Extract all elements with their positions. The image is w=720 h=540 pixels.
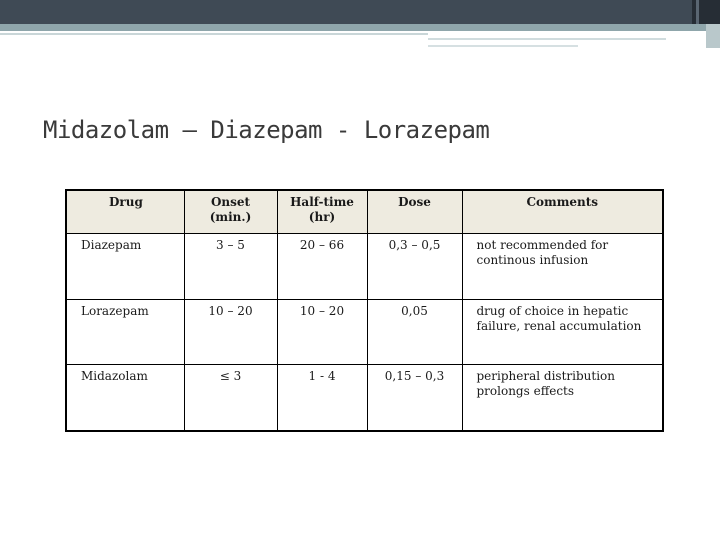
cell-onset: 3 – 5 (184, 234, 277, 300)
cell-half-time: 20 – 66 (277, 234, 367, 300)
header-comments: Comments (462, 190, 663, 234)
cell-comments: peripheral distribution prolongs effects (462, 365, 663, 431)
header-onset (184, 190, 277, 234)
cell-onset: 10 – 20 (184, 299, 277, 365)
decorative-rule (428, 45, 578, 47)
cell-onset: ≤ 3 (184, 365, 277, 431)
cell-comments: drug of choice in hepatic failure, renal accumulation (462, 299, 663, 365)
header-onset-text: Onset (min.) (209, 195, 252, 224)
cell-drug: Midazolam (66, 365, 184, 431)
table-row (66, 365, 663, 431)
decorative-rule (428, 38, 666, 40)
cell-dose: 0,15 – 0,3 (367, 365, 462, 431)
table-header-row (66, 190, 663, 234)
slide-title: Midazolam – Diazepam - Lorazepam (43, 116, 490, 144)
header-drug: Drug (66, 190, 184, 234)
cell-drug: Diazepam (66, 234, 184, 300)
header-half-time-text: Half-time (hr) (290, 195, 354, 224)
cell-comments: not recommended for continous infusion (462, 234, 663, 300)
decorative-rule (0, 33, 428, 35)
cell-half-time: 10 – 20 (277, 299, 367, 365)
header-half-time (277, 190, 367, 234)
decorative-rule (0, 24, 720, 31)
top-banner-accent (696, 0, 699, 24)
cell-drug: Lorazepam (66, 299, 184, 365)
table-row (66, 299, 663, 365)
decorative-rule-end (706, 24, 720, 48)
cell-half-time: 1 - 4 (277, 365, 367, 431)
table-row (66, 234, 663, 300)
cell-dose: 0,05 (367, 299, 462, 365)
cell-dose: 0,3 – 0,5 (367, 234, 462, 300)
top-banner (0, 0, 720, 24)
header-dose: Dose (367, 190, 462, 234)
drug-comparison-table (65, 189, 664, 432)
